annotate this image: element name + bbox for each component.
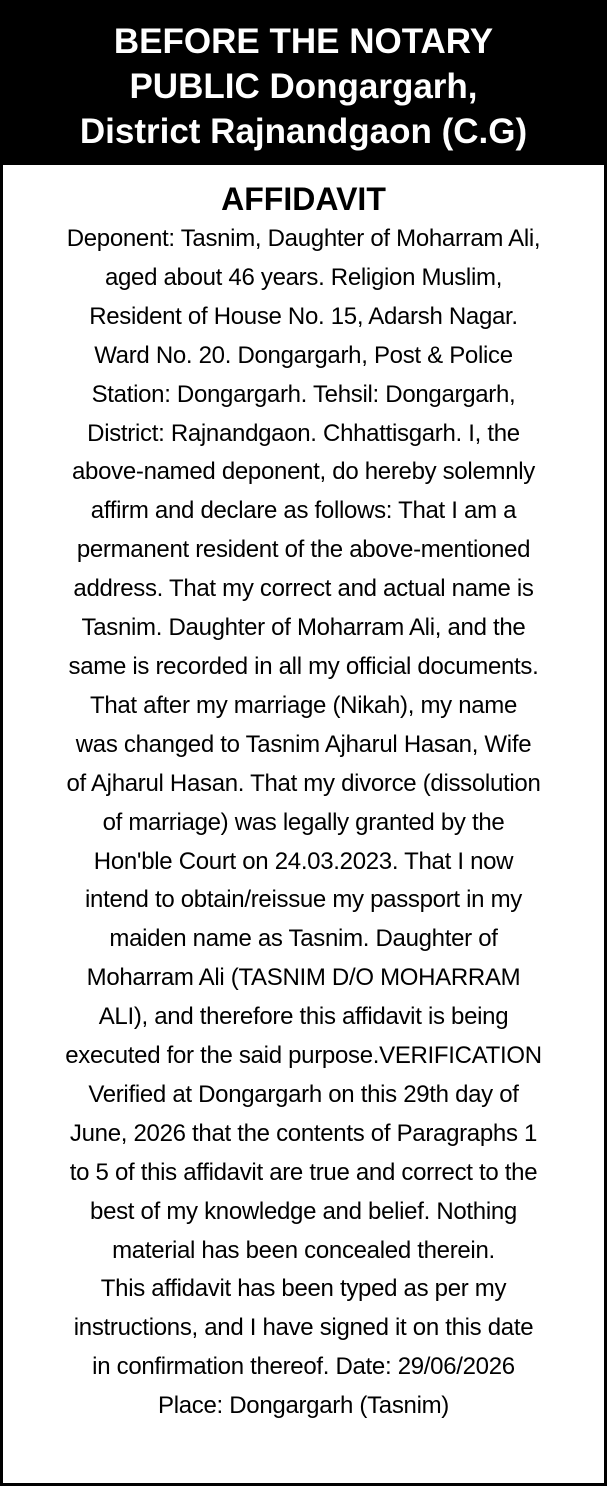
body-line: best of my knowledge and belief. Nothing — [90, 1197, 517, 1225]
body-line: June, 2026 that the contents of Paragraphs 1 — [69, 1119, 538, 1147]
body-line: intend to obtain/reissue my passport in my — [85, 886, 522, 914]
body-line: Deponent: Tasnim, Daughter of Moharram Ali, — [66, 225, 541, 252]
body-line: to 5 of this affidavit are true and correct to the — [69, 1158, 538, 1186]
body-line: Place: Dongargarh (Tasnim) — [158, 1392, 449, 1420]
header-line: BEFORE THE NOTARY — [113, 22, 494, 61]
body-line: affirm and declare as follows: That I am a — [90, 497, 517, 525]
header-line: District Rajnandgaon (C.G) — [79, 112, 528, 151]
body-line: Tasnim. Daughter of Moharram Ali, and the — [81, 614, 526, 642]
body-line: of marriage) was legally granted by the — [102, 808, 505, 836]
body-line: instructions, and I have signed it on this date — [73, 1314, 534, 1342]
notice-header — [3, 3, 604, 165]
body-line: ALI), and therefore this affidavit is being — [98, 1003, 509, 1031]
body-line: District: Rajnandgaon. Chhattisgarh. I, the — [87, 419, 520, 447]
body-line: same is recorded in all my official documents. — [68, 652, 539, 680]
body-line: This affidavit has been typed as per my — [100, 1275, 507, 1303]
body-line: aged about 46 years. Religion Muslim, — [104, 263, 503, 291]
body-line: Station: Dongargarh. Tehsil: Dongargarh, — [91, 380, 516, 408]
body-line: Verified at Dongargarh on this 29th day of — [88, 1080, 519, 1108]
body-line: Resident of House No. 15, Adarsh Nagar. — [89, 302, 518, 330]
body-line: Hon'ble Court on 24.03.2023. That I now — [93, 847, 514, 875]
affidavit-title: AFFIDAVIT — [221, 181, 386, 217]
body-line: material has been concealed therein. — [112, 1236, 495, 1264]
affidavit-body — [3, 220, 604, 1426]
body-line: of Ajharul Hasan. That my divorce (dissolution — [66, 769, 541, 797]
body-line: maiden name as Tasnim. Daughter of — [109, 925, 498, 953]
body-line: was changed to Tasnim Ajharul Hasan, Wife — [75, 730, 532, 758]
body-line: Moharram Ali (TASNIM D/O MOHARRAM — [86, 964, 521, 992]
body-line: Ward No. 20. Dongargarh, Post & Police — [94, 341, 513, 369]
body-line: above-named deponent, do hereby solemnly — [72, 458, 535, 486]
body-line: address. That my correct and actual name is — [73, 575, 534, 603]
header-line: PUBLIC Dongargarh, — [129, 67, 478, 106]
body-line: permanent resident of the above-mentioned — [76, 536, 531, 564]
body-line: executed for the said purpose.VERIFICATION — [65, 1042, 542, 1070]
body-line: in confirmation thereof. Date: 29/06/2026 — [92, 1353, 515, 1381]
body-line: That after my marriage (Nikah), my name — [89, 691, 518, 719]
